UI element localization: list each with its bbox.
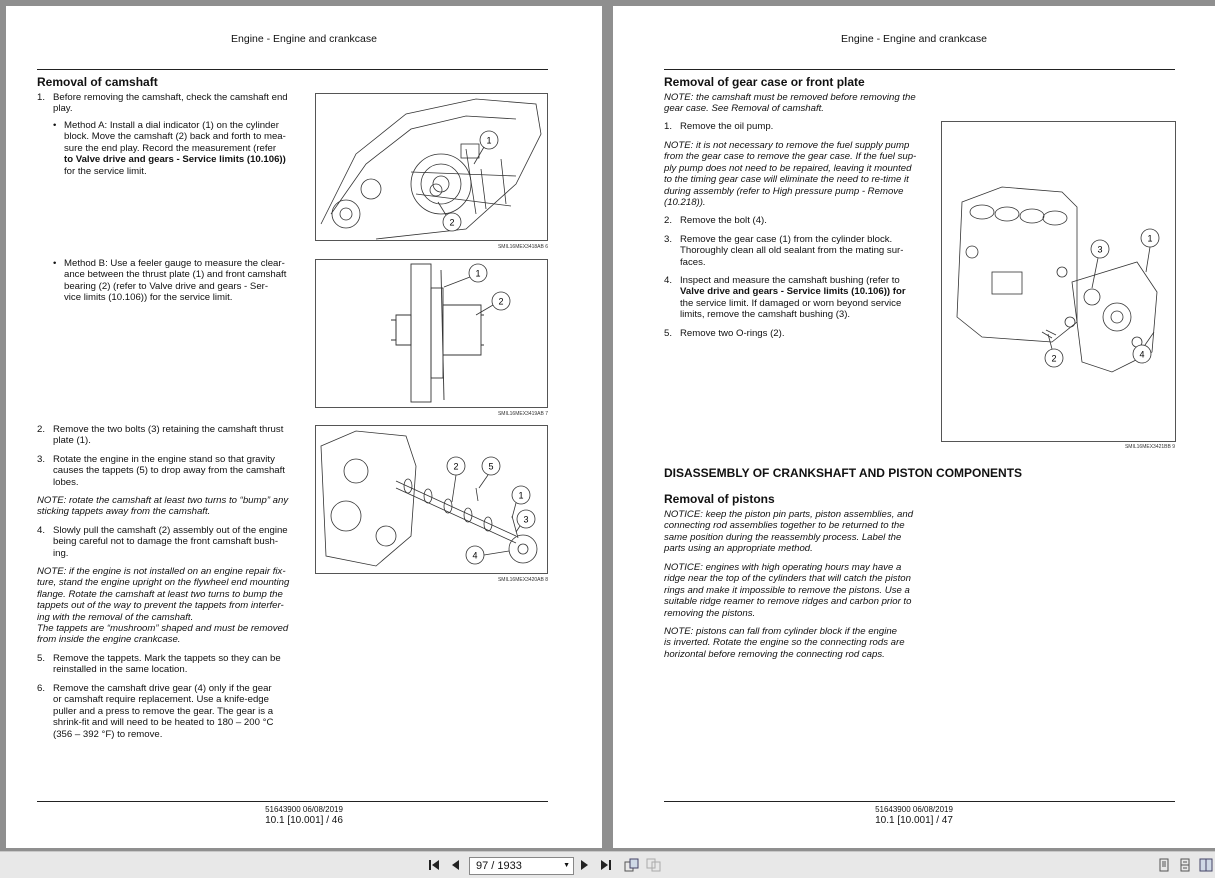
text-line: (10.218)).: [664, 197, 706, 209]
text-line: the service limit. If damaged or worn beyond service: [680, 297, 902, 309]
bullet-dot: •: [53, 120, 57, 131]
text-line: rings and make it impossible to remove the pistons. Use a: [664, 584, 910, 596]
continuous-page-icon: [1178, 858, 1192, 872]
text-line: to the timing gear case will eliminate the need to re-time it: [664, 174, 909, 186]
text-line: NOTE: rotate the camshaft at least two turns to “bump” any: [37, 495, 289, 506]
text-line: ture, stand the engine upright on the flywheel end mounting: [37, 577, 290, 589]
step-number: 3.: [37, 454, 46, 465]
figure-caption: SMIL16MEX3420AB 8: [497, 577, 548, 583]
text-line: NOTE: pistons can fall from cylinder block if the engine: [664, 626, 898, 637]
footer-doc-code: 51643900 06/08/2019: [265, 805, 343, 814]
text-line: Valve drive and gears - Service limits (10.106)) for: [680, 286, 906, 298]
rotate-ccw-icon: [646, 858, 662, 872]
text-line: Inspect and measure the camshaft bushing (refer to: [680, 275, 900, 286]
text-line: connecting rod assemblies together to be returned to the: [664, 520, 905, 532]
svg-text:1: 1: [486, 135, 492, 146]
section-title: Removal of camshaft: [37, 75, 158, 89]
svg-text:2: 2: [498, 296, 504, 307]
step-text: [53, 454, 293, 488]
step-number: 1.: [37, 92, 46, 103]
callout-2: [1045, 334, 1063, 367]
step-number: 2.: [37, 424, 46, 435]
text-line: Remove the tappets. Mark the tappets so they can be: [53, 653, 281, 664]
text-line: Remove the gear case (1) from the cylinder block.: [680, 234, 893, 245]
single-page-view-button[interactable]: [1157, 858, 1171, 872]
step-number: 4.: [664, 275, 673, 286]
continuous-view-button[interactable]: [1178, 858, 1192, 872]
engine-block-drawing-icon: [942, 122, 1175, 441]
text-line: is inverted. Rotate the engine so the connecting rods are: [664, 637, 905, 649]
svg-text:1: 1: [475, 268, 481, 279]
step-text: [53, 424, 293, 447]
text-line: flange. Rotate the camshaft at least two turns to bump the: [37, 588, 283, 600]
text-line: being careful not to damage the front camshaft bush-: [53, 536, 279, 548]
page-number-input[interactable]: [469, 857, 574, 875]
text-line: or camshaft require replacement. Use a knife-edge: [53, 694, 269, 706]
rotate-page-icon: [624, 858, 640, 872]
first-page-button[interactable]: [427, 858, 441, 872]
text-line: horizontal before removing the connecting rod caps.: [664, 648, 885, 660]
text-line: parts using an appropriate method.: [664, 543, 813, 555]
step-text: [53, 683, 293, 740]
text-line: Method B: Use a feeler gauge to measure the clear-: [64, 258, 285, 269]
figure-caption: SMIL16MEX3419AB 7: [497, 411, 548, 417]
text-line: reinstalled in the same location.: [53, 664, 188, 676]
last-page-icon: [599, 858, 613, 872]
text-line: ance between the thrust plate (1) and front camshaft: [64, 269, 287, 281]
text-line: Thoroughly clean all old sealant from the mating sur-: [680, 245, 904, 257]
text-line: NOTE: the camshaft must be removed before removing the: [664, 92, 916, 103]
text-line: Remove the two bolts (3) retaining the camshaft thrust: [53, 424, 284, 435]
note-bump: [37, 495, 299, 518]
text-line: from inside the engine crankcase.: [37, 634, 181, 646]
text-line: suitable ridge reamer to remove ridges and carbon prior to: [664, 596, 912, 608]
figure-caption: SMIL16MEX3418AB 6: [497, 244, 548, 250]
callout-1: [474, 131, 498, 164]
notice-ridge: [664, 562, 926, 619]
step-number: 4.: [37, 525, 46, 536]
text-line: NOTE: if the engine is not installed on an engine repair fix-: [37, 566, 286, 577]
step-number: 6.: [37, 683, 46, 694]
svg-text:4: 4: [472, 550, 478, 561]
callout-1: [1141, 229, 1159, 272]
step-number: 5.: [664, 328, 673, 339]
footer-page-number: 10.1 [10.001] / 46: [265, 815, 343, 826]
footer-doc-code: 51643900 06/08/2019: [875, 805, 953, 814]
text-line: block. Move the camshaft (2) back and forth to mea-: [64, 131, 286, 143]
text-line: ing.: [53, 547, 69, 559]
text-line: during assembly (refer to High pressure pump - Remove: [664, 185, 904, 197]
text-line: tappets out of the way to prevent the tappets from interfer-: [37, 600, 284, 612]
two-page-view-button[interactable]: [1199, 858, 1213, 872]
step-text: Remove the oil pump.: [680, 121, 774, 132]
step-text: Remove the bolt (4).: [680, 215, 767, 226]
two-page-icon: [1199, 858, 1213, 872]
svg-text:1: 1: [1147, 233, 1153, 244]
text-line: ply pump does not need to be repaired, leaving it mounted: [664, 162, 912, 174]
svg-text:2: 2: [449, 217, 455, 228]
text-line: lobes.: [53, 476, 79, 488]
svg-text:2: 2: [453, 461, 459, 472]
callout-4: [1133, 332, 1154, 363]
note-camshaft-first: [664, 92, 926, 115]
text-line: Method A: Install a dial indicator (1) on the cylinder: [64, 120, 279, 131]
figure-feeler-gauge: [315, 259, 548, 408]
figure-dial-indicator: [315, 93, 548, 241]
page-number-value: 97 / 1933: [476, 860, 522, 872]
camshaft-assembly-icon: [316, 426, 547, 573]
callout-4: [466, 546, 509, 564]
text-line: (356 – 392 °F) to remove.: [53, 728, 163, 740]
header-rule: [37, 69, 548, 70]
text-line: sure the end play. Record the measurement (refer: [64, 142, 277, 154]
text-line: ing with the removal of the camshaft.: [37, 611, 194, 623]
left-page: [6, 6, 602, 848]
rotate-ccw-button[interactable]: [646, 858, 660, 872]
svg-text:3: 3: [523, 514, 529, 525]
single-page-icon: [1157, 858, 1171, 872]
text-line: Remove the camshaft drive gear (4) only if the gear: [53, 683, 272, 694]
chevron-down-icon[interactable]: ▼: [563, 862, 570, 869]
previous-page-button[interactable]: [448, 858, 462, 872]
text-line: faces.: [680, 256, 706, 268]
text-line: NOTE: it is not necessary to remove the fuel supply pump: [664, 140, 910, 151]
header-rule: [664, 69, 1175, 70]
step-text: [680, 275, 920, 321]
callout-2: [476, 292, 510, 315]
viewer-toolbar: [0, 851, 1215, 878]
previous-page-icon: [448, 858, 462, 872]
svg-text:5: 5: [488, 461, 494, 472]
text-line: same position during the reassembly process. Label the: [664, 531, 902, 543]
step-number: 3.: [664, 234, 673, 245]
rotate-button[interactable]: [624, 858, 638, 872]
callout-5: [479, 457, 500, 488]
text-line: Rotate the engine in the engine stand so that gravity: [53, 454, 275, 465]
footer-page-number: 10.1 [10.001] / 47: [875, 815, 953, 826]
callout-3: [1091, 240, 1109, 288]
next-page-button[interactable]: [578, 858, 592, 872]
bullet-dot: •: [53, 258, 57, 269]
camshaft-drawing-icon: [316, 260, 547, 407]
step-text: Remove two O-rings (2).: [680, 328, 785, 339]
callout-2: [447, 457, 465, 502]
callout-1: [444, 264, 487, 287]
engine-drawing-icon: [316, 94, 547, 240]
step-number: 1.: [664, 121, 673, 132]
text-line: plate (1).: [53, 435, 91, 447]
bullet-text: [64, 258, 293, 304]
chapter-title: DISASSEMBLY OF CRANKSHAFT AND PISTON COMPONENTS: [664, 466, 1023, 480]
footer-rule: [664, 801, 1175, 802]
step-text: [680, 234, 920, 268]
page-header: Engine - Engine and crankcase: [841, 33, 987, 45]
text-line: vice limits (10.106)) for the service limit.: [64, 292, 233, 304]
svg-text:1: 1: [518, 490, 524, 501]
text-line: causes the tappets (5) to drop away from the camshaft: [53, 465, 285, 477]
figure-gear-case: [941, 121, 1176, 442]
text-line: ridge near the top of the cylinders that will catch the piston: [664, 573, 911, 585]
note-fuel-pump: [664, 140, 926, 208]
callout-3: [516, 510, 535, 532]
text-line: sticking tappets away from the camshaft.: [37, 506, 211, 518]
svg-text:3: 3: [1097, 244, 1103, 255]
step-text: [53, 653, 293, 676]
right-page: [613, 6, 1215, 848]
text-line: for the service limit.: [64, 165, 147, 177]
svg-text:2: 2: [1051, 353, 1057, 364]
text-line: gear case. See Removal of camshaft.: [664, 103, 824, 115]
svg-text:4: 4: [1139, 349, 1145, 360]
text-line: removing the pistons.: [664, 607, 756, 619]
text-line: NOTICE: engines with high operating hours may have a: [664, 562, 902, 573]
text-line: from the gear case to remove the gear case. If the fuel sup-: [664, 151, 917, 163]
notice-keep-parts: [664, 509, 926, 555]
callout-2: [438, 202, 461, 231]
page-header: Engine - Engine and crankcase: [231, 33, 377, 45]
step-number: 5.: [37, 653, 46, 664]
note-fixture: [37, 566, 299, 646]
next-page-icon: [578, 858, 592, 872]
text-line: shrink-fit and will need to be heated to 180 – 200 °C: [53, 717, 274, 729]
figure-caption: SMIL16MEX3421BB 9: [1124, 444, 1175, 450]
subsection-title: Removal of pistons: [664, 492, 775, 506]
text-line: NOTICE: keep the piston pin parts, piston assemblies, and: [664, 509, 914, 520]
text-line: Slowly pull the camshaft (2) assembly out of the engine: [53, 525, 288, 536]
text-line: limits, remove the camshaft bushing (3).: [680, 309, 851, 321]
section-title: Removal of gear case or front plate: [664, 75, 865, 89]
text-line: puller and a press to remove the gear. The gear is a: [53, 705, 274, 717]
text-line: bearing (2) (refer to Valve drive and gears - Ser-: [64, 280, 269, 292]
note-pistons-fall: [664, 626, 926, 660]
figure-camshaft-removal: [315, 425, 548, 574]
step-text: [53, 525, 293, 559]
last-page-button[interactable]: [599, 858, 613, 872]
bullet-text: [64, 120, 293, 177]
footer-rule: [37, 801, 548, 802]
first-page-icon: [427, 858, 441, 872]
text-line: to Valve drive and gears - Service limits (10.106)): [64, 154, 286, 166]
text-line: The tappets are “mushroom” shaped and must be removed: [37, 623, 289, 635]
step-number: 2.: [664, 215, 673, 226]
step-text: Before removing the camshaft, check the camshaft end play.: [53, 92, 288, 115]
